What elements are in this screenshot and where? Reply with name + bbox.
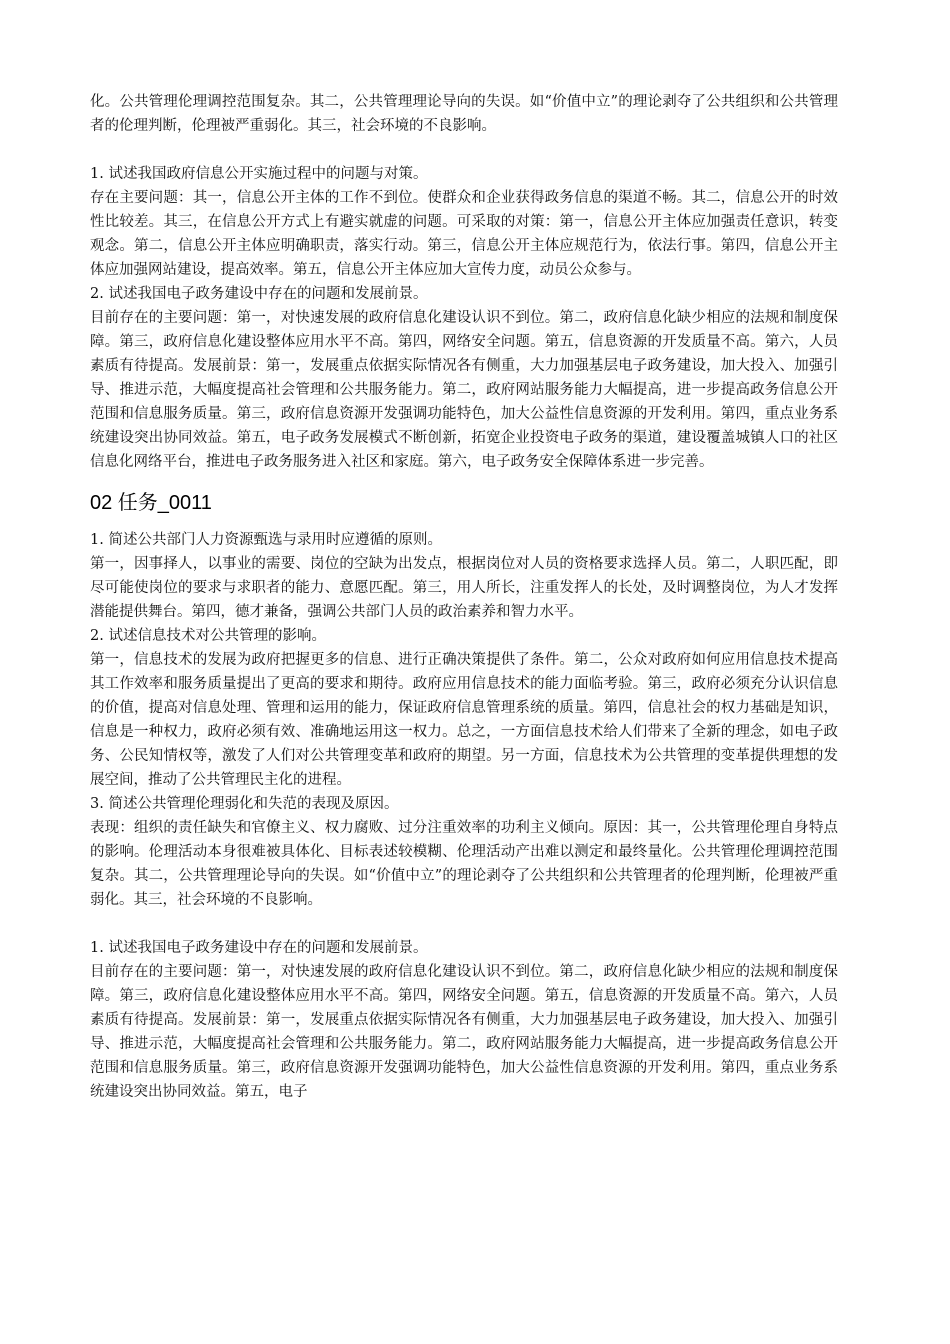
- intro-paragraph: 化。公共管理伦理调控范围复杂。其二，公共管理理论导向的失误。如“价值中立”的理论剥夺了公共组织和公共管理者的伦理判断，伦理被严重弱化。其三，社会环境的不良影响。: [90, 94, 838, 134]
- section-title: 02 任务_0011: [90, 492, 212, 514]
- block3-question: 1. 试述我国电子政务建设中存在的问题和发展前景。: [90, 940, 428, 956]
- section2-question-3: 3. 简述公共管理伦理弱化和失范的表现及原因。: [90, 796, 399, 812]
- question-2: 2. 试述我国电子政务建设中存在的问题和发展前景。: [90, 286, 428, 302]
- section2-question-1: 1. 简述公共部门人力资源甄选与录用时应遵循的原则。: [90, 532, 442, 548]
- section2-question-2: 2. 试述信息技术对公共管理的影响。: [90, 628, 326, 644]
- answer-1: 存在主要问题：其一，信息公开主体的工作不到位。使群众和企业获得政务信息的渠道不畅。其二，信息公开的时效性比较差。其三，在信息公开方式上有避实就虚的问题。可采取的对策：第一，信息公开主体应加强责任意识，转变观念。第二，信息公开主体应明确职责，落实行动。第三，信息公开主体应规范行为，依法行事。第四，信息公开主体应加强网站建设，提高效率。第五，信息公开主体应加大宣传力度，动员公众参与。: [90, 190, 838, 278]
- block3-answer: 目前存在的主要问题：第一，对快速发展的政府信息化建设认识不到位。第二，政府信息化缺少相应的法规和制度保障。第三，政府信息化建设整体应用水平不高。第四，网络安全问题。第五，信息资源的开发质量不高。第六，人员素质有待提高。发展前景：第一，发展重点依据实际情况各有侧重，大力加强基层电子政务建设，加大投入、加强引导、推进示范，大幅度提高社会管理和公共服务能力。第二，政府网站服务能力大幅提高，进一步提高政务信息公开范围和信息服务质量。第三，政府信息资源开发强调功能特色，加大公益性信息资源的开发利用。第四，重点业务系统建设突出协同效益。第五，电子: [90, 964, 838, 1100]
- section2-answer-1: 第一，因事择人，以事业的需要、岗位的空缺为出发点，根据岗位对人员的资格要求选择人员。第二，人职匹配，即尽可能使岗位的要求与求职者的能力、意愿匹配。第三，用人所长，注重发挥人的长处，及时调整岗位，为人才发挥潜能提供舞台。第四，德才兼备，强调公共部门人员的政治素养和智力水平。: [90, 556, 838, 620]
- answer-2: 目前存在的主要问题：第一，对快速发展的政府信息化建设认识不到位。第二，政府信息化缺少相应的法规和制度保障。第三，政府信息化建设整体应用水平不高。第四，网络安全问题。第五，信息资源的开发质量不高。第六，人员素质有待提高。发展前景：第一，发展重点依据实际情况各有侧重，大力加强基层电子政务建设，加大投入、加强引导、推进示范，大幅度提高社会管理和公共服务能力。第二，政府网站服务能力大幅提高，进一步提高政务信息公开范围和信息服务质量。第三，政府信息资源开发强调功能特色，加大公益性信息资源的开发利用。第四，重点业务系统建设突出协同效益。第五，电子政务发展模式不断创新，拓宽企业投资电子政务的渠道，建设覆盖城镇人口的社区信息化网络平台，推进电子政务服务进入社区和家庭。第六，电子政务安全保障体系进一步完善。: [90, 310, 838, 470]
- question-1: 1. 试述我国政府信息公开实施过程中的问题与对策。: [90, 166, 428, 182]
- paragraph-gap: [90, 138, 838, 162]
- document-page: [90, 90, 838, 1104]
- paragraph-gap: [90, 912, 838, 936]
- section2-answer-2: 第一，信息技术的发展为政府把握更多的信息、进行正确决策提供了条件。第二，公众对政府如何应用信息技术提高其工作效率和服务质量提出了更高的要求和期待。政府应用信息技术的能力面临考验。第三，政府必须充分认识信息的价值，提高对信息处理、管理和运用的能力，保证政府信息管理系统的质量。第四，信息社会的权力基础是知识，信息是一种权力，政府必须有效、准确地运用这一权力。总之，一方面信息技术给人们带来了全新的理念，如电子政务、公民知情权等，激发了人们对公共管理变革和政府的期望。另一方面，信息技术为公共管理的变革提供理想的发展空间，推动了公共管理民主化的进程。: [90, 652, 838, 788]
- section2-answer-3: 表现：组织的责任缺失和官僚主义、权力腐败、过分注重效率的功利主义倾向。原因：其一，公共管理伦理自身特点的影响。伦理活动本身很难被具体化、目标表述较模糊、伦理活动产出难以测定和最终量化。公共管理伦理调控范围复杂。其二，公共管理理论导向的失误。如“价值中立”的理论剥夺了公共组织和公共管理者的伦理判断，伦理被严重弱化。其三，社会环境的不良影响。: [90, 820, 838, 908]
